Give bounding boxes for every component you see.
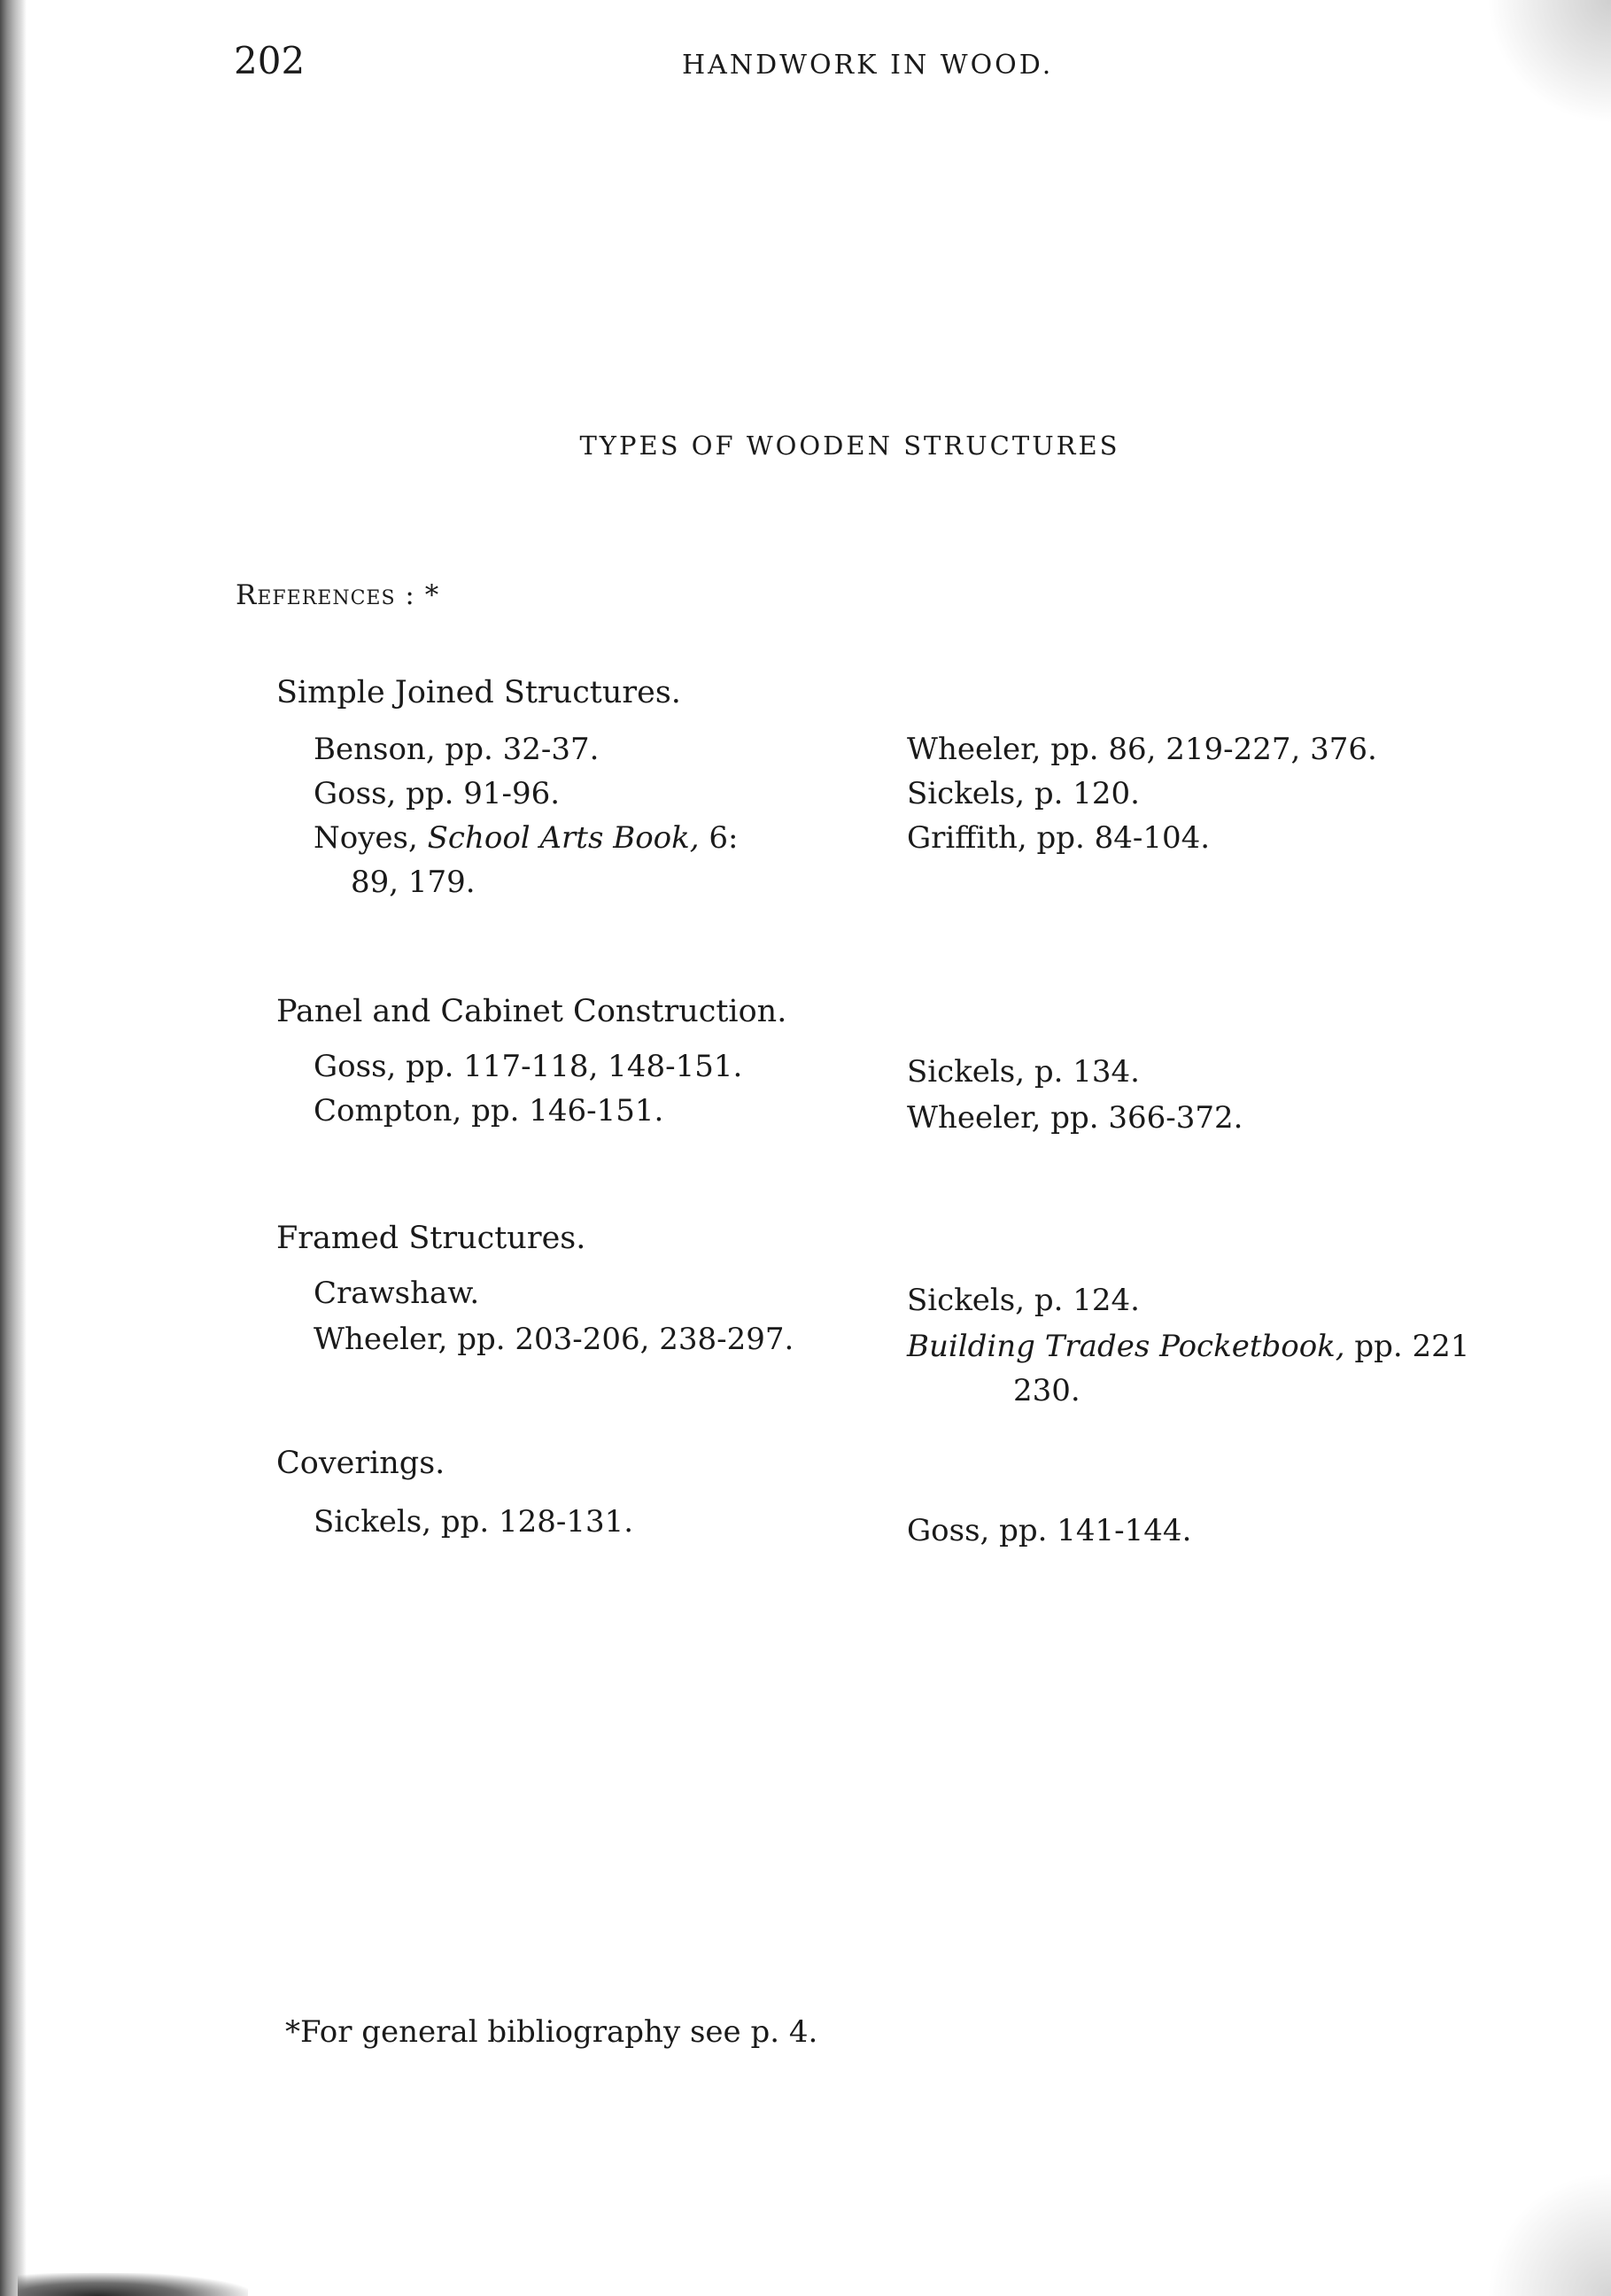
reference-entry: Sickels, p. 120. [907,776,1140,811]
group-heading-simple-joined: Simple Joined Structures. [276,675,681,710]
volume: 6: [699,820,739,856]
reference-entry: Griffith, pp. 84-104. [907,820,1211,856]
page-corner-wear [1487,0,1611,124]
author: Noyes, [314,820,428,856]
reference-entry-building-trades [907,1329,1469,1364]
page-fold-shadow [18,2273,248,2296]
page-corner-wear-bottom [1487,2172,1611,2296]
reference-entry: Goss, pp. 91-96. [314,776,561,811]
reference-entry: Wheeler, pp. 86, 219-227, 376. [907,732,1377,767]
group-heading-framed: Framed Structures. [276,1221,586,1256]
running-title: HANDWORK IN WOOD. [682,50,1054,81]
book-title: School Arts Book, [427,820,700,856]
reference-entry: Wheeler, pp. 203-206, 238-297. [314,1322,794,1357]
section-title: TYPES OF WOODEN STRUCTURES [579,430,1120,461]
reference-entry-noyes [314,820,738,856]
reference-entry: Goss, pp. 141-144. [907,1513,1192,1548]
page-number: 202 [234,39,306,82]
references-label: References : * [236,579,440,611]
reference-entry: Sickels, p. 134. [907,1054,1140,1090]
reference-entry: Sickels, p. 124. [907,1283,1140,1318]
reference-entry: Compton, pp. 146-151. [314,1093,664,1129]
reference-entry: Benson, pp. 32-37. [314,732,600,767]
group-heading-panel-cabinet: Panel and Cabinet Construction. [276,994,787,1029]
reference-entry: Crawshaw. [314,1276,480,1311]
pages: pp. 221 [1344,1329,1470,1364]
group-heading-coverings: Coverings. [276,1446,445,1481]
reference-entry: Sickels, pp. 128-131. [314,1504,634,1540]
reference-entry-continuation: 89, 179. [351,865,476,900]
reference-entry: Wheeler, pp. 366-372. [907,1100,1243,1136]
binding-shadow [0,0,27,2296]
book-title: Building Trades Pocketbook, [907,1329,1345,1364]
reference-entry: Goss, pp. 117-118, 148-151. [314,1049,743,1084]
footnote: *For general bibliography see p. 4. [285,2014,818,2050]
reference-entry-continuation: 230. [1013,1373,1080,1408]
